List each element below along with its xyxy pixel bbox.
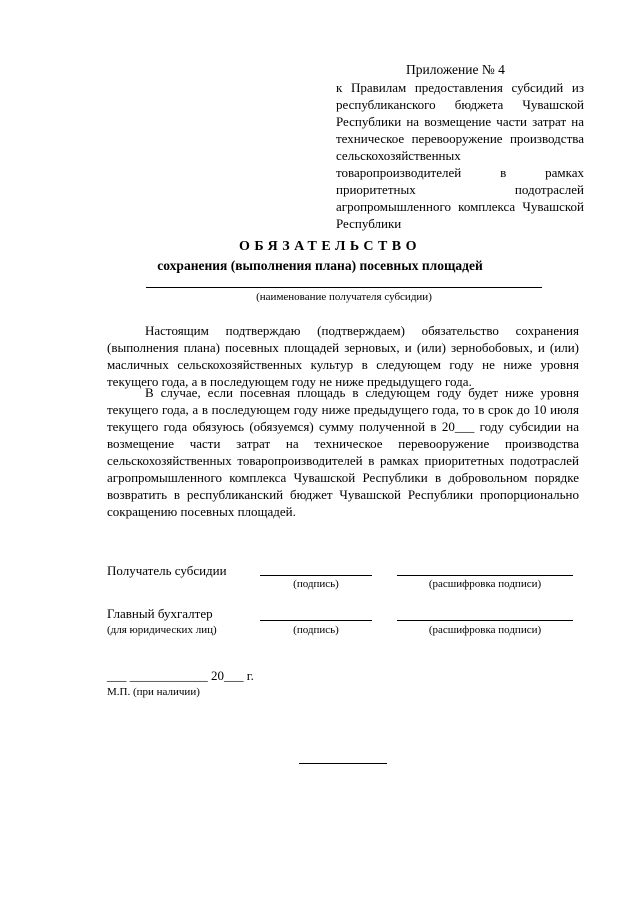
annex-text: к Правилам предоставления субсидий из республиканского бюджета Чувашской Республики на возмещение части затрат на техническое перевооружение производства сельскохозяйственных товаропроизводителей в рамках приоритетных подотраслей агропромышленного комплекса Чувашской Республики [336,80,584,231]
recipient-decoding-line [397,575,573,576]
end-separator [299,763,387,764]
stamp-note: М.П. (при наличии) [107,686,200,698]
accountant-label: Главный бухгалтер [107,606,213,621]
recipient-signature-line [260,575,372,576]
recipient-signature-caption: (подпись) [293,578,339,590]
recipient-label: Получатель субсидии [107,563,227,578]
document-title: ОБЯЗАТЕЛЬСТВО [238,239,422,254]
date-line: ___ ____________ 20___ г. [107,668,254,683]
paragraph-return-conditions: В случае, если посевная площадь в следующем году будет ниже уровня текущего года, а в последующем году ниже предыдущего года, то в срок до 10 июля текущего года обязуюсь (обязуемся) сумму полученной в 20___ году субсидии на возмещение части затрат на техническое перевооружение производства сельскохозяйственных товаропроизводителей в рамках приоритетных подотраслей агропромышленного комплекса Чувашской Республики в добровольном порядке возвратить в республиканский бюджет Чувашской Республики пропорционально сокращению посевных площадей. [107,385,579,519]
recipient-name-line [146,287,542,288]
accountant-decoding-line [397,620,573,621]
recipient-name-caption: (наименование получателя субсидии) [256,291,432,303]
accountant-decoding-caption: (расшифровка подписи) [428,624,542,636]
accountant-signature-caption: (подпись) [293,624,339,636]
accountant-signature-line [260,620,372,621]
paragraph-commitment: Настоящим подтверждаю (подтверждаем) обязательство сохранения (выполнения плана) посевных площадей зерновых, и (или) зернобобовых, и (или) масличных сельскохозяйственных культур в следующем году не ниже уровня текущего года, а в последующем году не ниже предыдущего года. [107,323,579,389]
annex-title: Приложение № 4 [406,62,505,77]
document-subtitle: сохранения (выполнения плана) посевных площадей [157,258,483,273]
accountant-note: (для юридических лиц) [107,624,217,636]
recipient-decoding-caption: (расшифровка подписи) [428,578,542,590]
